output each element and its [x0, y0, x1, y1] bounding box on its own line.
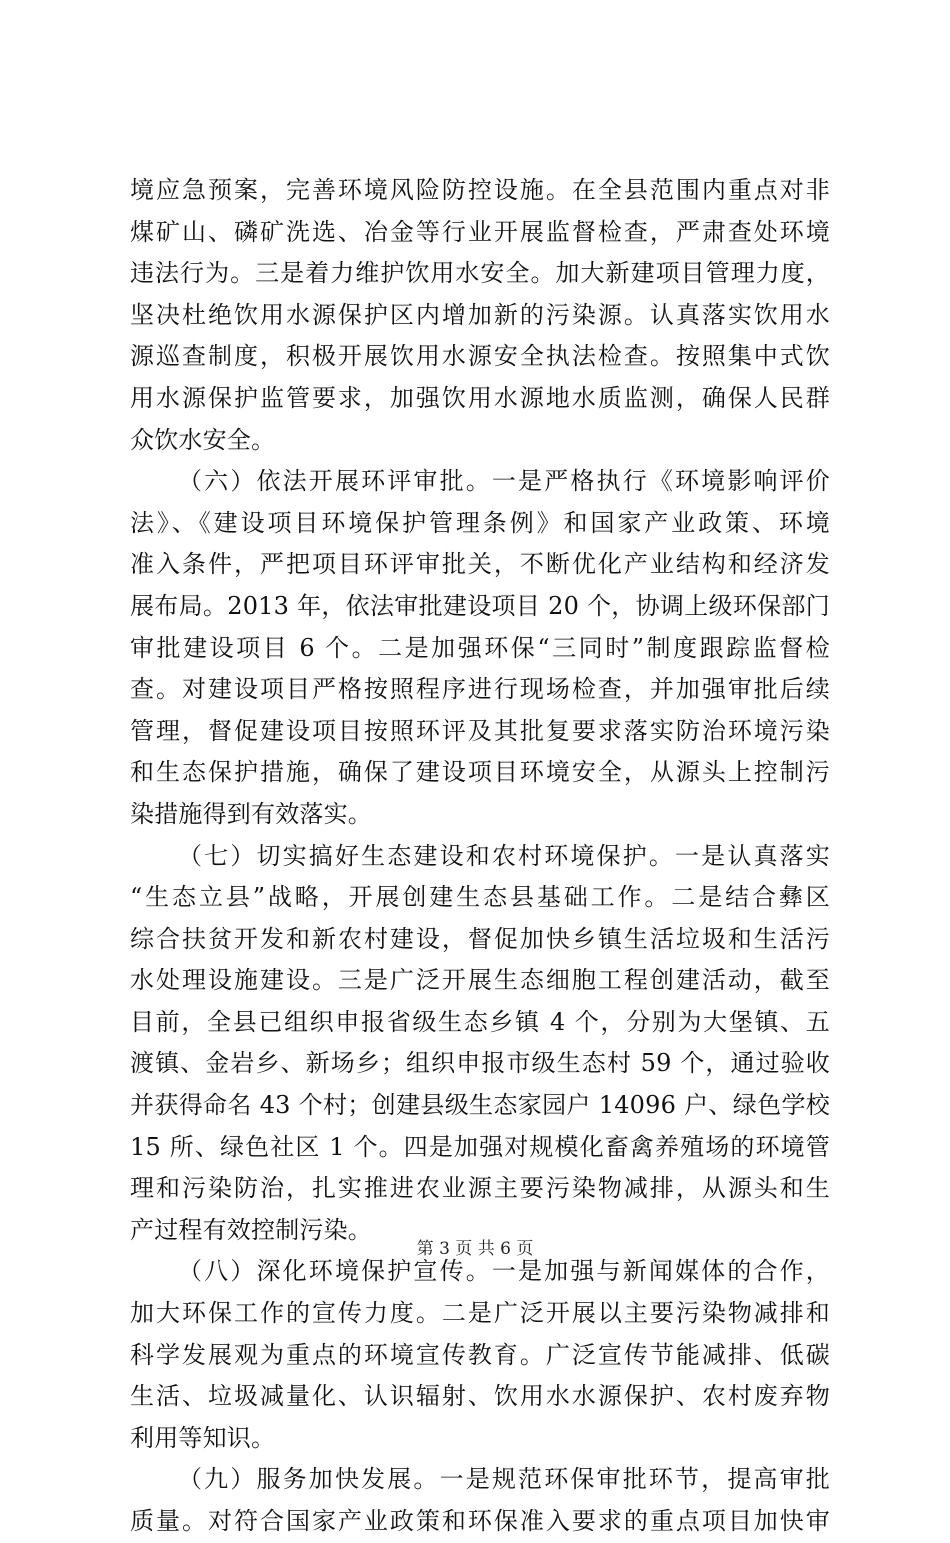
text-line: 利用等知识。 — [130, 1423, 276, 1452]
text-line: 科学发展观为重点的环境宣传教育。广泛宣传节能减排、低碳 — [130, 1340, 830, 1369]
text-line: （六）依法开展环评审批。一是严格执行《环境影响评价 — [178, 467, 830, 496]
text-line: 并获得命名 43 个村；创建县级生态家园户 14096 户、绿色学校 — [130, 1091, 830, 1120]
text-line: 煤矿山、磷矿洗选、冶金等行业开展监督检查，严肃查处环境 — [130, 217, 830, 246]
text-line: （九）服务加快发展。一是规范环保审批环节，提高审批 — [178, 1465, 830, 1494]
text-line: 渡镇、金岩乡、新场乡；组织申报市级生态村 59 个，通过验收 — [130, 1049, 830, 1078]
text-line: 水处理设施建设。三是广泛开展生态细胞工程创建活动，截至 — [130, 966, 830, 995]
text-line: “生态立县”战略，开展创建生态县基础工作。二是结合彝区 — [130, 883, 830, 912]
text-line: 坚决杜绝饮用水源保护区内增加新的污染源。认真落实饮用水 — [130, 300, 830, 329]
text-line: 违法行为。三是着力维护饮用水安全。加大新建项目管理力度， — [130, 259, 830, 288]
document-body — [130, 170, 830, 1543]
text-line: 15 所、绿色社区 1 个。四是加强对规模化畜禽养殖场的环境管 — [130, 1132, 830, 1161]
text-line: 境应急预案，完善环境风险防控设施。在全县范围内重点对非 — [130, 176, 830, 204]
text-line: （八）深化环境保护宣传。一是加强与新闻媒体的合作， — [178, 1257, 830, 1286]
text-line: 源巡查制度，积极开展饮用水源安全执法检查。按照集中式饮 — [130, 342, 830, 371]
text-line: 和生态保护措施，确保了建设项目环境安全，从源头上控制污 — [130, 758, 830, 787]
text-line: 展布局。2013 年，依法审批建设项目 20 个，协调上级环保部门 — [130, 591, 830, 620]
page-footer: 第 3 页 共 6 页 — [416, 1239, 534, 1259]
text-line: 生活、垃圾减量化、认识辐射、饮用水水源保护、农村废弃物 — [130, 1382, 830, 1411]
text-line: 产过程有效控制污染。 — [130, 1215, 372, 1244]
text-line: 法》、《建设项目环境保护管理条例》和国家产业政策、环境 — [130, 508, 830, 537]
text-line: 目前，全县已组织申报省级生态乡镇 4 个，分别为大堡镇、五 — [130, 1007, 830, 1036]
text-line: 众饮水安全。 — [130, 425, 276, 454]
text-line: 理和污染防治，扎实推进农业源主要污染物减排，从源头和生 — [130, 1174, 830, 1203]
text-line: 染措施得到有效落实。 — [130, 799, 372, 828]
text-line: 用水源保护监管要求，加强饮用水源地水质监测，确保人民群 — [130, 383, 830, 412]
text-line: 查。对建设项目严格按照程序进行现场检查，并加强审批后续 — [130, 675, 830, 704]
text-line: 综合扶贫开发和新农村建设，督促加快乡镇生活垃圾和生活污 — [130, 924, 830, 953]
text-line: 准入条件，严把项目环评审批关，不断优化产业结构和经济发 — [130, 550, 830, 579]
text-line: （七）切实搞好生态建设和农村环境保护。一是认真落实 — [178, 841, 830, 870]
text-line: 加大环保工作的宣传力度。二是广泛开展以主要污染物减排和 — [130, 1299, 830, 1328]
text-line: 管理，督促建设项目按照环评及其批复要求落实防治环境污染 — [130, 716, 830, 745]
text-line: 质量。对符合国家产业政策和环保准入要求的重点项目加快审 — [130, 1507, 830, 1535]
text-line: 审批建设项目 6 个。二是加强环保“三同时”制度跟踪监督检 — [130, 633, 830, 662]
